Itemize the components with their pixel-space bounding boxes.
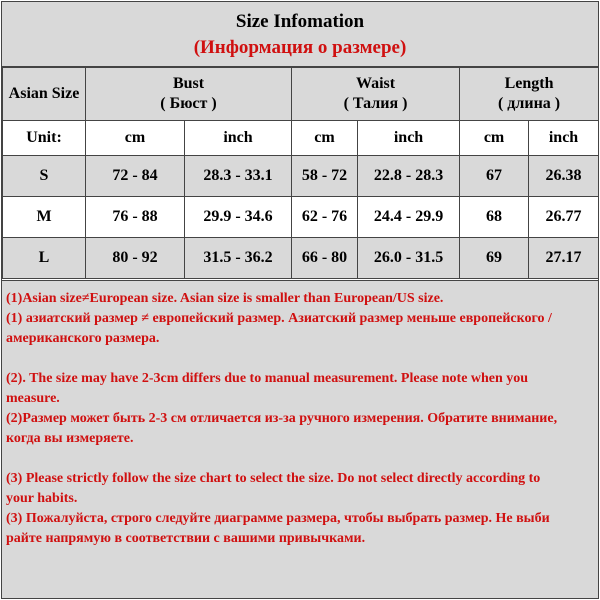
note-group-1	[6, 289, 594, 349]
bust-cm-cell: 72 - 84	[86, 156, 185, 197]
page-subtitle: (Информация о размере)	[193, 37, 407, 58]
unit-length-cm: cm	[460, 121, 529, 156]
unit-waist-cm: cm	[292, 121, 358, 156]
note-line: (1)Asian size≠European size. Asian size is smaller than European/US size.	[6, 291, 444, 306]
note-line: (2)Размер может быть 2-3 см отличается из-за ручного измерения. Обратите внимание,	[6, 411, 558, 426]
bust-inch-cell: 28.3 - 33.1	[185, 156, 292, 197]
note-line: (3) Please strictly follow the size chart to select the size. Do not select directly according to	[6, 471, 541, 486]
bust-inch-cell: 31.5 - 36.2	[185, 238, 292, 279]
size-table	[2, 67, 599, 279]
table-row	[3, 156, 599, 197]
header-length	[460, 68, 599, 121]
table-header-row	[3, 68, 599, 121]
header-length-ru: ( длина )	[497, 95, 561, 112]
bust-cm-cell: 80 - 92	[86, 238, 185, 279]
header-waist	[292, 68, 460, 121]
unit-waist-inch: inch	[358, 121, 460, 156]
length-cm-cell: 69	[460, 238, 529, 279]
size-chart-sheet	[1, 1, 599, 599]
length-cm-cell: 67	[460, 156, 529, 197]
unit-label: Unit:	[3, 121, 86, 156]
header-bust	[86, 68, 292, 121]
unit-bust-cm: cm	[86, 121, 185, 156]
bust-inch-cell: 29.9 - 34.6	[185, 197, 292, 238]
length-inch-cell: 27.17	[529, 238, 599, 279]
header-waist-ru: ( Талия )	[343, 95, 408, 112]
table-unit-row	[3, 121, 599, 156]
table-row	[3, 238, 599, 279]
length-inch-cell: 26.77	[529, 197, 599, 238]
note-line: (1) азиатский размер ≠ европейский размер. Азиатский размер меньше европейского /	[6, 311, 552, 326]
size-cell: L	[3, 238, 86, 279]
header-bust-en: Bust	[172, 75, 205, 92]
note-line: (2). The size may have 2-3cm differs due to manual measurement. Please note when you	[6, 371, 529, 386]
note-line: (3) Пожалуйста, строго следуйте диаграмме размера, чтобы выбрать размер. Не выби	[6, 511, 550, 526]
waist-cm-cell: 58 - 72	[292, 156, 358, 197]
size-cell: S	[3, 156, 86, 197]
size-notes	[2, 280, 598, 598]
unit-length-inch: inch	[529, 121, 599, 156]
note-line: райте напрямую в соответствии с вашими привычками.	[6, 531, 366, 546]
note-line: measure.	[6, 391, 60, 406]
waist-inch-cell: 22.8 - 28.3	[358, 156, 460, 197]
header-bust-ru: ( Бюст )	[160, 95, 217, 112]
title-box	[2, 2, 598, 67]
waist-cm-cell: 66 - 80	[292, 238, 358, 279]
note-group-2	[6, 369, 594, 449]
length-inch-cell: 26.38	[529, 156, 599, 197]
note-group-3	[6, 469, 594, 549]
table-row	[3, 197, 599, 238]
waist-inch-cell: 26.0 - 31.5	[358, 238, 460, 279]
length-cm-cell: 68	[460, 197, 529, 238]
page-title: Size Infomation	[235, 11, 365, 32]
size-cell: M	[3, 197, 86, 238]
note-line: американского размера.	[6, 331, 160, 346]
header-length-en: Length	[504, 75, 554, 92]
waist-cm-cell: 62 - 76	[292, 197, 358, 238]
unit-bust-inch: inch	[185, 121, 292, 156]
header-asian-size: Asian Size	[3, 68, 86, 121]
note-line: когда вы измеряете.	[6, 431, 134, 446]
header-waist-en: Waist	[355, 75, 396, 92]
note-line: your habits.	[6, 491, 78, 506]
waist-inch-cell: 24.4 - 29.9	[358, 197, 460, 238]
bust-cm-cell: 76 - 88	[86, 197, 185, 238]
